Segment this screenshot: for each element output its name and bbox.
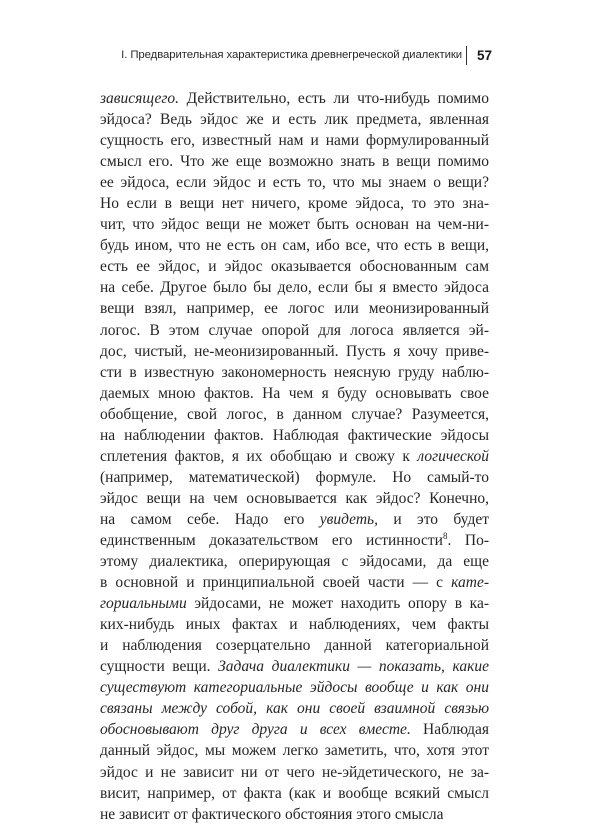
text-line: [100, 320, 489, 341]
text-span: Действительно, есть ли что-нибудь помимо: [179, 90, 489, 107]
italic-text: логической: [417, 447, 489, 465]
text-line: [100, 740, 489, 761]
text-line: [100, 172, 489, 193]
text-span: на себе. Другое было бы дело, если бы я вместо эйдоса: [100, 279, 489, 297]
text-line: [100, 488, 489, 509]
header-divider: [466, 46, 467, 65]
text-span: логос. В этом случае опорой для логоса является эй-: [100, 321, 489, 339]
italic-text: связаны между собой, как они своей взаимной связью: [100, 700, 489, 718]
text-line: [100, 341, 489, 362]
text-line: [100, 446, 489, 467]
text-span: сущность его, известный нам и нами формулированный: [100, 132, 489, 150]
text-line: [100, 530, 489, 551]
text-line: [100, 425, 489, 446]
text-line: [100, 593, 489, 614]
text-line: [100, 214, 489, 235]
text-line: [100, 467, 489, 488]
italic-text: кате-: [451, 574, 489, 592]
text-span: Наблюдая: [410, 721, 490, 739]
text-span: эйдосами, не может находить опору в ка-: [186, 595, 489, 613]
text-span: единственным доказательством его истинности: [100, 531, 443, 549]
text-line: [100, 614, 489, 635]
text-line: [100, 151, 489, 172]
text-span: обобщение, свой логос, в данном случае? Разумеется,: [100, 405, 489, 423]
text-span: есть ее эйдос, и эйдос оказывается обоснованным сам: [100, 258, 489, 276]
text-span: дос, чистый, не-меонизированный. Пусть я хочу приве-: [100, 342, 489, 360]
text-line: [100, 572, 489, 593]
text-span: сплетения фактов, я их обобщаю и свожу к: [100, 447, 418, 465]
text-span: (например, математической) формуле. Но самый-то: [100, 468, 489, 486]
text-span: и это будет: [377, 510, 489, 528]
text-line: [100, 656, 489, 677]
text-line: [100, 298, 489, 319]
text-span: эйдос вещи на чем основывается как эйдос? Конечно,: [100, 489, 489, 507]
text-span: будь ином, что не есть он сам, ибо все, что есть в вещи,: [100, 237, 489, 255]
text-line: [100, 277, 489, 298]
text-line: [100, 193, 489, 214]
text-line: [100, 88, 489, 109]
text-span: вещи взял, например, ее логос или меонизированный: [100, 300, 489, 318]
text-span: этому диалектика, оперирующая с эйдосами, да еще: [100, 553, 489, 571]
text-span: ких-нибудь иных фактах и наблюдениях, чем факты: [100, 616, 489, 634]
italic-text: существуют категориальные эйдосы вообще и как они: [100, 679, 489, 697]
italic-text: увидеть,: [319, 510, 378, 528]
text-line: [100, 719, 489, 740]
text-span: и наблюдения созерцательно данной категориальной: [100, 637, 489, 655]
italic-text: гориальными: [100, 595, 187, 613]
body-text: [100, 88, 489, 825]
text-line: [100, 404, 489, 425]
text-line: [100, 383, 489, 404]
running-head-title: I. Предварительная характеристика древнегреческой диалектики: [121, 49, 462, 61]
text-span: даемых мною фактов. На чем я буду основывать свое: [100, 384, 489, 402]
text-span: не зависит от фактического обстояния этого смысла: [100, 805, 444, 823]
text-span: чит, что эйдос вещи не может быть основан на чем-ни-: [100, 216, 489, 234]
text-span: висит, например, от факта (как и вообще всякий смысл: [100, 784, 489, 802]
text-span: эйдос и не зависит ни от чего не-эйдетического, не за-: [100, 763, 489, 781]
text-line: [100, 762, 489, 783]
text-line: [100, 804, 489, 825]
text-line: [100, 130, 489, 151]
text-span: данный эйдос, мы можем легко заметить, что, хотя этот: [100, 742, 489, 760]
text-span: на самом себе. Надо его: [100, 510, 320, 528]
text-line: [100, 109, 489, 130]
text-line: [100, 509, 489, 530]
text-span: смысл его. Что же еще возможно знать в вещи помимо: [100, 153, 489, 171]
text-line: [100, 256, 489, 277]
italic-text: обосновывают друг друга и всех вместе.: [100, 721, 411, 739]
text-span: ее эйдоса, если эйдос и есть то, что мы знаем о вещи?: [100, 174, 489, 192]
text-span: в основной и принципиальной своей части — с: [100, 574, 452, 592]
text-line: [100, 635, 489, 656]
text-line: [100, 677, 489, 698]
text-line: [100, 235, 489, 256]
text-line: [100, 698, 489, 719]
italic-text: зависящего.: [100, 90, 179, 107]
text-span: эйдоса? Ведь эйдос же и есть лик предмета, явленная: [100, 111, 489, 129]
text-line: [100, 783, 489, 804]
text-line: [100, 551, 489, 572]
footnote-ref: 8: [442, 530, 448, 541]
italic-text: Задача диалектики — показать, какие: [218, 658, 489, 676]
text-span: сти в известную закономерность неясную груду наблю-: [100, 363, 489, 381]
text-span: Но если в вещи нет ничего, кроме эйдоса, то это зна-: [100, 195, 489, 213]
text-line: [100, 362, 489, 383]
text-span: . По-: [447, 531, 489, 549]
text-span: сущности вещи.: [100, 658, 219, 676]
page-number: 57: [477, 48, 493, 63]
text-span: на наблюдении фактов. Наблюдая фактические эйдосы: [100, 426, 489, 444]
